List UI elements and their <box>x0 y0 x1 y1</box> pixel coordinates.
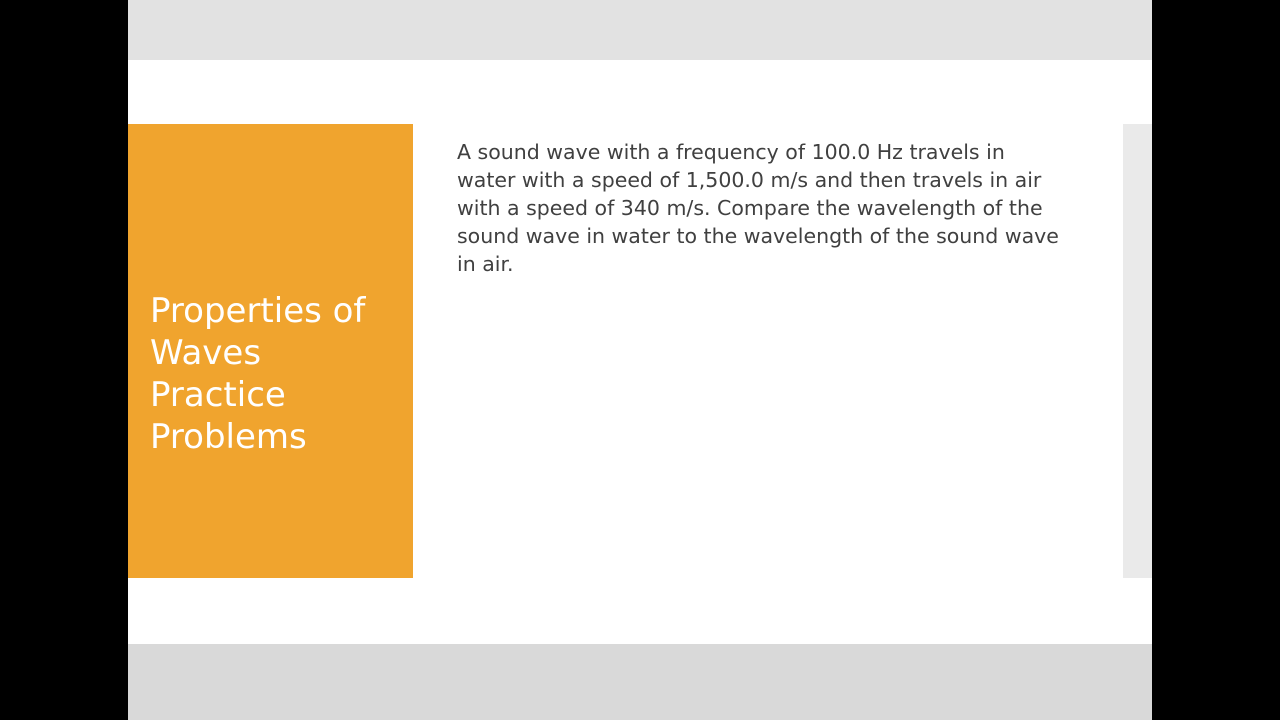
title-panel <box>128 124 413 578</box>
slide-canvas <box>128 0 1152 720</box>
bottom-band <box>128 644 1152 720</box>
right-accent-strip <box>1123 124 1152 578</box>
problem-text: A sound wave with a frequency of 100.0 Hz travels in water with a speed of 1,500.0 m/s and then travels in air with a speed of 340 m/s. Compare the wavelength of the sound wave in water to the wavelength of the sound wave in air. <box>457 140 1059 276</box>
slide <box>128 60 1152 644</box>
slide-title: Properties of Waves Practice Problems <box>150 291 366 457</box>
top-band <box>128 0 1152 60</box>
